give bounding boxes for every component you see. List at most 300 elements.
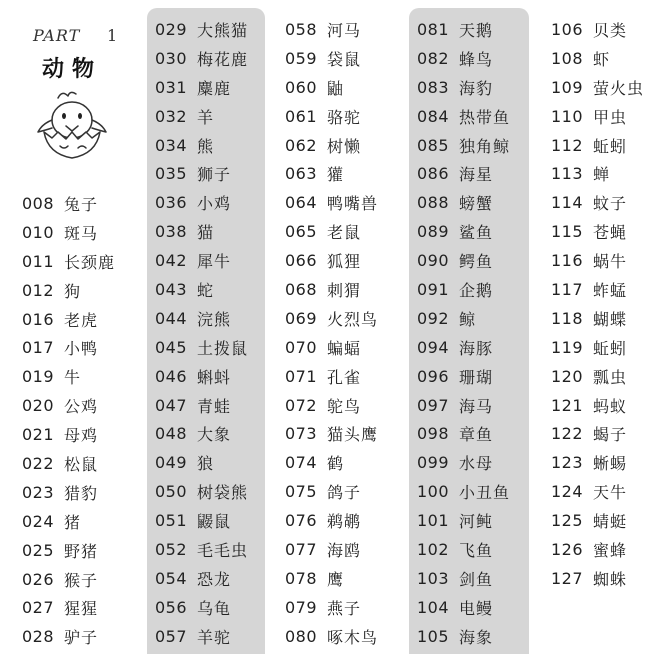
page-number: 084 (417, 106, 450, 126)
page-number: 122 (551, 424, 584, 444)
page-number: 089 (417, 222, 450, 242)
animal-entry (22, 536, 115, 565)
animal-name: 小鸡 (197, 194, 232, 214)
page-number: 035 (155, 164, 188, 184)
animal-entry (155, 102, 248, 131)
page-number: 028 (22, 627, 55, 647)
page-number: 008 (22, 193, 55, 213)
page-number: 094 (417, 337, 450, 357)
page-number: 073 (285, 424, 318, 444)
animal-entry (22, 276, 115, 305)
animal-entry (285, 593, 378, 622)
page-number: 120 (551, 366, 584, 386)
animal-name: 飞鱼 (459, 540, 494, 560)
animal-name: 甲虫 (593, 107, 628, 127)
animal-name: 天鹅 (459, 20, 494, 40)
animal-name: 大象 (197, 425, 232, 445)
animal-name: 狮子 (197, 165, 232, 185)
animal-entry (155, 535, 248, 564)
animal-name: 蝌蚪 (197, 367, 232, 387)
animal-name: 萤火虫 (593, 78, 645, 98)
animal-name: 猪 (64, 512, 82, 532)
page-number: 123 (551, 453, 584, 473)
animal-name: 天牛 (593, 483, 628, 503)
animal-entry (551, 217, 644, 246)
page-number: 081 (417, 19, 450, 39)
animal-name: 蜥蜴 (593, 454, 628, 474)
page-number: 092 (417, 308, 450, 328)
animal-name: 鹈鹕 (327, 512, 362, 532)
page-number: 010 (22, 222, 55, 242)
animal-entry (551, 362, 644, 391)
page-number: 026 (22, 569, 55, 589)
animal-name: 海马 (459, 396, 494, 416)
animal-name: 蚊子 (593, 194, 628, 214)
section-title: 动物 (42, 57, 103, 82)
page-number: 060 (285, 77, 318, 97)
animal-entry (285, 73, 378, 102)
animal-name: 火烈鸟 (327, 309, 379, 329)
animal-name: 狐狸 (327, 252, 362, 272)
animal-name: 蚯蚓 (593, 136, 628, 156)
animal-entry (417, 44, 510, 73)
animal-name: 鸽子 (327, 483, 362, 503)
page-number: 047 (155, 395, 188, 415)
animal-entry (155, 275, 248, 304)
page-number: 099 (417, 453, 450, 473)
animal-name: 袋鼠 (327, 49, 362, 69)
animal-name: 水母 (459, 454, 494, 474)
animal-entry (417, 217, 510, 246)
animal-name: 章鱼 (459, 425, 494, 445)
animal-name: 公鸡 (64, 397, 99, 417)
animal-entry (285, 448, 378, 477)
animal-entry (155, 188, 248, 217)
animal-name: 小鸭 (64, 339, 99, 359)
animal-name: 猩猩 (64, 599, 99, 619)
animal-entry (551, 188, 644, 217)
animal-name: 海星 (459, 165, 494, 185)
animal-name: 斑马 (64, 223, 99, 243)
animal-entry (417, 506, 510, 535)
animal-entry (285, 419, 378, 448)
animal-name: 蜗牛 (593, 252, 628, 272)
animal-name: 独角鲸 (459, 136, 511, 156)
page-number: 051 (155, 511, 188, 531)
animal-name: 蜂鸟 (459, 49, 494, 69)
animal-entry (22, 565, 115, 594)
page-number: 059 (285, 48, 318, 68)
animal-name: 蚂蚁 (593, 396, 628, 416)
animal-entry (22, 478, 115, 507)
animal-name: 树懒 (327, 136, 362, 156)
animal-entry (417, 362, 510, 391)
page-number: 017 (22, 338, 55, 358)
page-number: 025 (22, 540, 55, 560)
animal-entry (551, 304, 644, 333)
animal-entry (417, 622, 510, 651)
animal-entry (22, 247, 115, 276)
animal-name: 青蛙 (197, 396, 232, 416)
animal-entry (155, 131, 248, 160)
page-number: 046 (155, 366, 188, 386)
page-number: 091 (417, 279, 450, 299)
animal-entry (22, 189, 115, 218)
animal-name: 小丑鱼 (459, 483, 511, 503)
animal-column-5 (551, 15, 644, 593)
page-number: 085 (417, 135, 450, 155)
part-number: 1 (107, 26, 118, 45)
animal-entry (155, 593, 248, 622)
animal-name: 猴子 (64, 570, 99, 590)
animal-entry (285, 362, 378, 391)
animal-name: 鹤 (327, 454, 345, 474)
page-number: 050 (155, 482, 188, 502)
animal-entry (285, 477, 378, 506)
animal-entry (22, 391, 115, 420)
animal-name: 骆驼 (327, 107, 362, 127)
page-number: 106 (551, 19, 584, 39)
animal-name: 蝴蝶 (593, 309, 628, 329)
animal-entry (551, 159, 644, 188)
animal-name: 蜻蜓 (593, 512, 628, 532)
page-number: 063 (285, 164, 318, 184)
page-number: 023 (22, 482, 55, 502)
animal-entry (551, 333, 644, 362)
page-number: 109 (551, 77, 584, 97)
page-number: 110 (551, 106, 584, 126)
animal-name: 麋鹿 (197, 78, 232, 98)
page-number: 097 (417, 395, 450, 415)
animal-name: 熊 (197, 136, 215, 156)
animal-entry (155, 333, 248, 362)
page-number: 034 (155, 135, 188, 155)
animal-name: 苍蝇 (593, 223, 628, 243)
animal-entry (285, 159, 378, 188)
animal-entry (417, 535, 510, 564)
animal-entry (551, 419, 644, 448)
animal-name: 热带鱼 (459, 107, 511, 127)
animal-name: 蚱蜢 (593, 280, 628, 300)
animal-entry (551, 15, 644, 44)
animal-name: 剑鱼 (459, 569, 494, 589)
animal-column-4 (417, 15, 510, 651)
animal-entry (417, 419, 510, 448)
animal-name: 贝类 (593, 20, 628, 40)
animal-name: 树袋熊 (197, 483, 249, 503)
animal-entry (155, 564, 248, 593)
animal-column-3 (285, 15, 378, 651)
animal-entry (417, 188, 510, 217)
animal-name: 刺猬 (327, 280, 362, 300)
animal-name: 蝙蝠 (327, 338, 362, 358)
animal-name: 海豚 (459, 338, 494, 358)
page-number: 038 (155, 222, 188, 242)
animal-entry (22, 449, 115, 478)
animal-entry (551, 391, 644, 420)
animal-entry (155, 391, 248, 420)
animal-entry (551, 246, 644, 275)
page-number: 022 (22, 453, 55, 473)
animal-entry (285, 275, 378, 304)
animal-name: 母鸡 (64, 426, 99, 446)
animal-name: 鸭嘴兽 (327, 194, 379, 214)
animal-entry (285, 188, 378, 217)
page-number: 090 (417, 251, 450, 271)
animal-name: 蝎子 (593, 425, 628, 445)
animal-name: 土拨鼠 (197, 338, 249, 358)
animal-name: 鲨鱼 (459, 223, 494, 243)
animal-name: 河鲀 (459, 512, 494, 532)
page-number: 115 (551, 222, 584, 242)
page-number: 030 (155, 48, 188, 68)
page-number: 102 (417, 539, 450, 559)
page-number: 058 (285, 19, 318, 39)
animal-name: 狼 (197, 454, 215, 474)
animal-entry (22, 305, 115, 334)
animal-entry (551, 275, 644, 304)
page-number: 074 (285, 453, 318, 473)
animal-entry (285, 217, 378, 246)
animal-entry (551, 102, 644, 131)
animal-entry (22, 622, 115, 651)
page-number: 101 (417, 511, 450, 531)
animal-name: 长颈鹿 (64, 252, 116, 272)
animal-name: 蚯蚓 (593, 338, 628, 358)
page-number: 096 (417, 366, 450, 386)
animal-name: 猫 (197, 223, 215, 243)
animal-name: 燕子 (327, 598, 362, 618)
animal-entry (285, 15, 378, 44)
page-number: 126 (551, 539, 584, 559)
animal-entry (417, 593, 510, 622)
page-number: 057 (155, 626, 188, 646)
animal-name: 猎豹 (64, 483, 99, 503)
animal-name: 老鼠 (327, 223, 362, 243)
page-number: 066 (285, 251, 318, 271)
page-number: 125 (551, 511, 584, 531)
page-number: 098 (417, 424, 450, 444)
page-number: 045 (155, 337, 188, 357)
animal-name: 猫头鹰 (327, 425, 379, 445)
page-number: 062 (285, 135, 318, 155)
animal-entry (22, 593, 115, 622)
page-number: 078 (285, 568, 318, 588)
animal-entry (22, 362, 115, 391)
animal-entry (417, 564, 510, 593)
page-number: 088 (417, 193, 450, 213)
animal-name: 海象 (459, 627, 494, 647)
animal-name: 海豹 (459, 78, 494, 98)
animal-name: 啄木鸟 (327, 627, 379, 647)
animal-entry (285, 535, 378, 564)
animal-entry (417, 304, 510, 333)
page-number: 044 (155, 308, 188, 328)
animal-entry (155, 44, 248, 73)
page-number: 086 (417, 164, 450, 184)
page-number: 054 (155, 568, 188, 588)
animal-name: 蜜蜂 (593, 540, 628, 560)
animal-entry (417, 448, 510, 477)
page-number: 077 (285, 539, 318, 559)
animal-entry (155, 506, 248, 535)
animal-entry (417, 477, 510, 506)
page-number: 113 (551, 164, 584, 184)
page-number: 104 (417, 597, 450, 617)
animal-entry (417, 73, 510, 102)
animal-name: 鸵鸟 (327, 396, 362, 416)
page-number: 064 (285, 193, 318, 213)
animal-entry (551, 535, 644, 564)
page-number: 072 (285, 395, 318, 415)
page-number: 114 (551, 193, 584, 213)
page-number: 020 (22, 396, 55, 416)
animal-entry (417, 333, 510, 362)
animal-entry (285, 102, 378, 131)
page-number: 021 (22, 425, 55, 445)
animal-name: 电鳗 (459, 598, 494, 618)
page-number: 116 (551, 251, 584, 271)
page-number: 061 (285, 106, 318, 126)
page-number: 070 (285, 337, 318, 357)
page-number: 112 (551, 135, 584, 155)
animal-name: 乌龟 (197, 598, 232, 618)
animal-name: 鳄鱼 (459, 252, 494, 272)
page-number: 124 (551, 482, 584, 502)
page-number: 065 (285, 222, 318, 242)
animal-entry (155, 217, 248, 246)
page-number: 029 (155, 19, 188, 39)
page-number: 049 (155, 453, 188, 473)
animal-entry (285, 391, 378, 420)
page-number: 036 (155, 193, 188, 213)
animal-entry (285, 564, 378, 593)
page-number: 016 (22, 309, 55, 329)
animal-name: 羊 (197, 107, 215, 127)
animal-entry (155, 622, 248, 651)
page-number: 083 (417, 77, 450, 97)
animal-name: 鲸 (459, 309, 477, 329)
animal-name: 蛇 (197, 280, 215, 300)
page-number: 024 (22, 511, 55, 531)
animal-entry (155, 362, 248, 391)
page-number: 079 (285, 597, 318, 617)
animal-entry (285, 131, 378, 160)
page-number: 043 (155, 279, 188, 299)
animal-entry (551, 44, 644, 73)
page-number: 012 (22, 280, 55, 300)
page-number: 032 (155, 106, 188, 126)
animal-entry (551, 564, 644, 593)
page-number: 011 (22, 251, 55, 271)
animal-entry (22, 507, 115, 536)
page-number: 121 (551, 395, 584, 415)
page-number: 108 (551, 48, 584, 68)
page-number: 048 (155, 424, 188, 444)
animal-name: 牛 (64, 368, 82, 388)
page-number: 027 (22, 598, 55, 618)
animal-name: 狗 (64, 281, 82, 301)
page-number: 052 (155, 539, 188, 559)
animal-name: 獾 (327, 165, 345, 185)
animal-entry (155, 448, 248, 477)
page-number: 042 (155, 251, 188, 271)
animal-entry (417, 275, 510, 304)
animal-entry (417, 102, 510, 131)
animal-name: 蜘蛛 (593, 569, 628, 589)
animal-name: 瓢虫 (593, 367, 628, 387)
animal-entry (551, 73, 644, 102)
animal-name: 兔子 (64, 194, 99, 214)
animal-entry (285, 246, 378, 275)
part-label: PART (33, 26, 81, 45)
animal-name: 螃蟹 (459, 194, 494, 214)
animal-entry (285, 304, 378, 333)
page-number: 127 (551, 568, 584, 588)
animal-name: 海鸥 (327, 540, 362, 560)
animal-column-1 (22, 189, 115, 651)
animal-entry (285, 44, 378, 73)
animal-name: 羊驼 (197, 627, 232, 647)
animal-entry (551, 506, 644, 535)
page-number: 119 (551, 337, 584, 357)
animal-name: 珊瑚 (459, 367, 494, 387)
animal-entry (155, 419, 248, 448)
animal-entry (155, 477, 248, 506)
animal-name: 企鹅 (459, 280, 494, 300)
animal-entry (285, 506, 378, 535)
animal-name: 鼬 (327, 78, 345, 98)
animal-column-2 (155, 15, 248, 651)
animal-name: 浣熊 (197, 309, 232, 329)
page-number: 071 (285, 366, 318, 386)
animal-entry (417, 246, 510, 275)
page-number: 019 (22, 367, 55, 387)
animal-name: 毛毛虫 (197, 540, 249, 560)
page-number: 082 (417, 48, 450, 68)
animal-entry (285, 333, 378, 362)
animal-entry (155, 246, 248, 275)
animal-name: 虾 (593, 49, 611, 69)
page-number: 068 (285, 279, 318, 299)
animal-entry (22, 333, 115, 362)
page-number: 103 (417, 568, 450, 588)
page-number: 069 (285, 308, 318, 328)
animal-name: 蝉 (593, 165, 611, 185)
page-number: 076 (285, 511, 318, 531)
page-number: 075 (285, 482, 318, 502)
animal-name: 恐龙 (197, 569, 232, 589)
animal-name: 野猪 (64, 541, 99, 561)
animal-name: 犀牛 (197, 252, 232, 272)
animal-name: 河马 (327, 20, 362, 40)
page-number: 105 (417, 626, 450, 646)
animal-entry (551, 448, 644, 477)
animal-name: 鼹鼠 (197, 512, 232, 532)
animal-entry (155, 304, 248, 333)
animal-name: 驴子 (64, 628, 99, 648)
page-number: 056 (155, 597, 188, 617)
animal-name: 松鼠 (64, 454, 99, 474)
page-number: 100 (417, 482, 450, 502)
page-number: 031 (155, 77, 188, 97)
animal-name: 孔雀 (327, 367, 362, 387)
animal-entry (551, 477, 644, 506)
chick-in-egg-icon (30, 86, 112, 166)
page-number: 080 (285, 626, 318, 646)
animal-entry (551, 131, 644, 160)
animal-entry (22, 420, 115, 449)
